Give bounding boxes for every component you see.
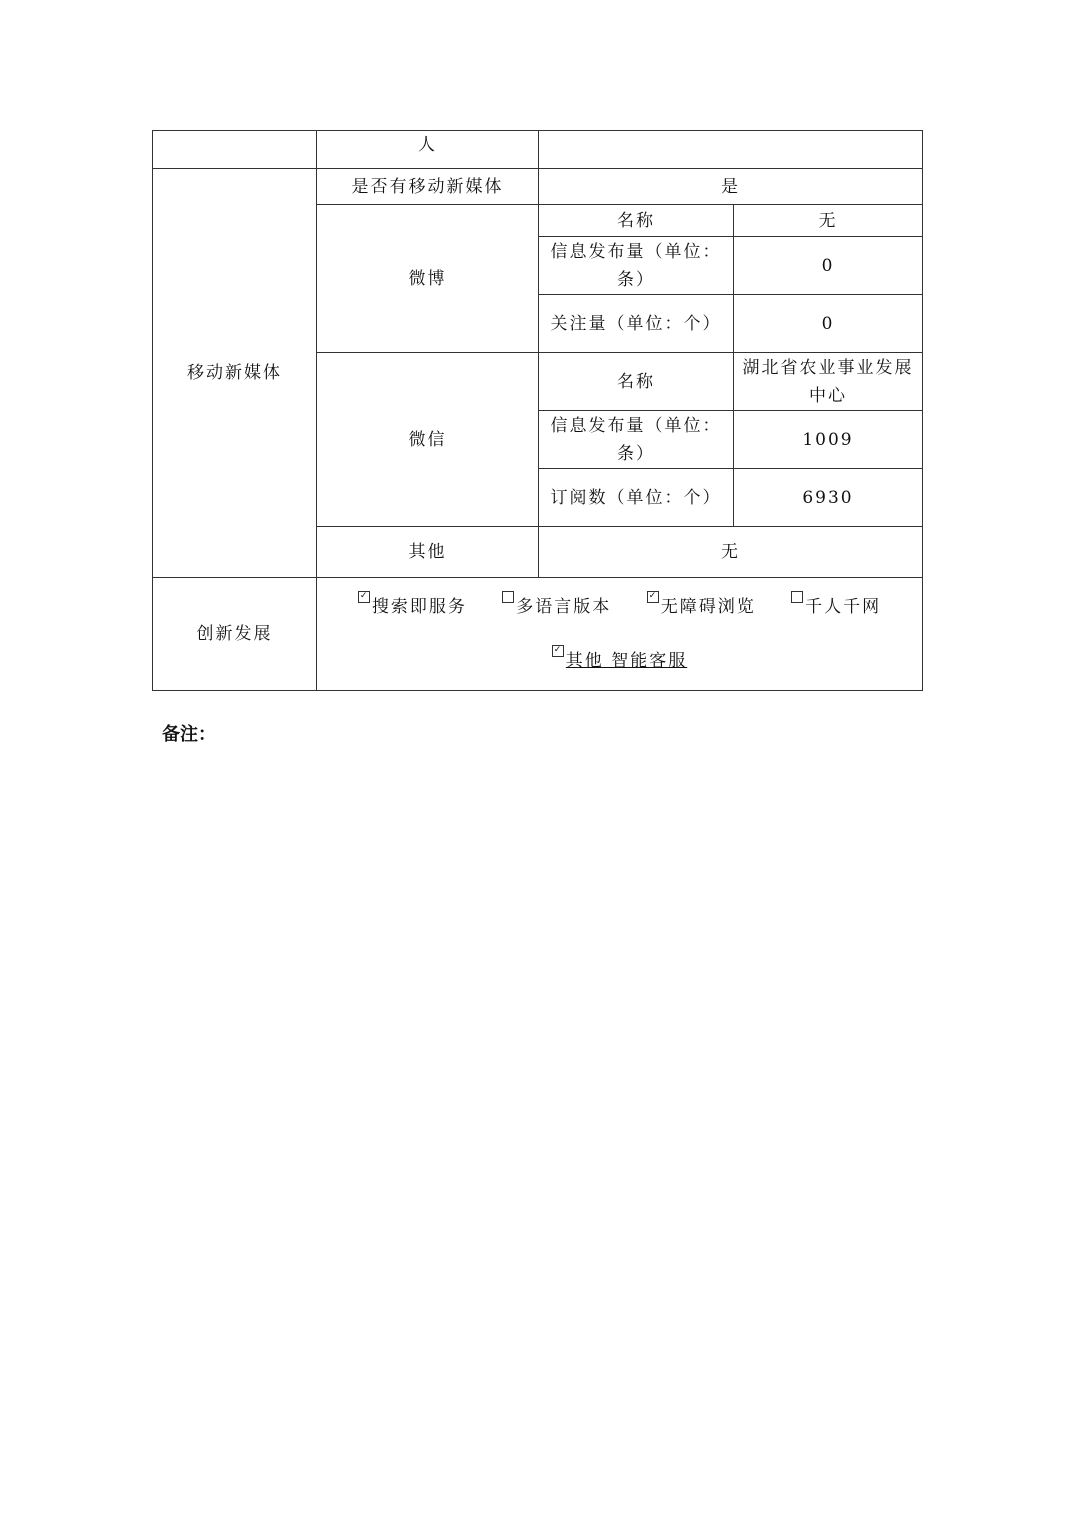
table-row <box>153 578 923 691</box>
checkbox-icon[interactable] <box>647 591 659 603</box>
innovation-option[interactable] <box>502 593 611 621</box>
weibo-posts-value: 0 <box>734 237 923 295</box>
has-new-media-value: 是 <box>539 169 923 205</box>
wechat-posts-value: 1009 <box>734 411 923 469</box>
innovation-option[interactable] <box>791 593 881 621</box>
innovation-options <box>317 578 923 691</box>
weibo-follows-label: 关注量（单位：个） <box>539 295 734 353</box>
checkbox-icon[interactable] <box>502 591 514 603</box>
top-row-cell: 人 <box>317 131 539 169</box>
option-label: 无障碍浏览 <box>660 597 756 617</box>
innovation-option[interactable] <box>358 593 467 621</box>
weibo-posts-label: 信息发布量（单位：条） <box>539 237 734 295</box>
option-label: 搜索即服务 <box>371 597 467 617</box>
option-label: 多语言版本 <box>516 597 612 617</box>
wechat-label: 微信 <box>317 353 539 527</box>
has-new-media-label: 是否有移动新媒体 <box>317 169 539 205</box>
mobile-media-section-label: 移动新媒体 <box>153 169 317 578</box>
wechat-posts-label: 信息发布量（单位：条） <box>539 411 734 469</box>
empty-cell <box>539 131 923 169</box>
other-media-label: 其他 <box>317 527 539 578</box>
wechat-name-value: 湖北省农业事业发展中心 <box>734 353 923 411</box>
checkbox-icon[interactable] <box>552 645 564 657</box>
wechat-subscribers-label: 订阅数（单位：个） <box>539 469 734 527</box>
innovation-option[interactable] <box>647 593 756 621</box>
report-table <box>152 130 923 691</box>
option-label: 其他 智能客服 <box>565 651 688 671</box>
checkbox-icon[interactable] <box>791 591 803 603</box>
innovation-other-option[interactable] <box>552 647 687 675</box>
weibo-name-label: 名称 <box>539 205 734 237</box>
other-media-value: 无 <box>539 527 923 578</box>
checkbox-icon[interactable] <box>358 591 370 603</box>
weibo-label: 微博 <box>317 205 539 353</box>
innovation-label: 创新发展 <box>153 578 317 691</box>
wechat-subscribers-value: 6930 <box>734 469 923 527</box>
table-row <box>153 169 923 205</box>
option-label: 千人千网 <box>805 597 882 617</box>
table-row <box>153 131 923 169</box>
wechat-name-label: 名称 <box>539 353 734 411</box>
weibo-follows-value: 0 <box>734 295 923 353</box>
remarks-label: 备注： <box>162 724 216 745</box>
weibo-name-value: 无 <box>734 205 923 237</box>
empty-cell <box>153 131 317 169</box>
